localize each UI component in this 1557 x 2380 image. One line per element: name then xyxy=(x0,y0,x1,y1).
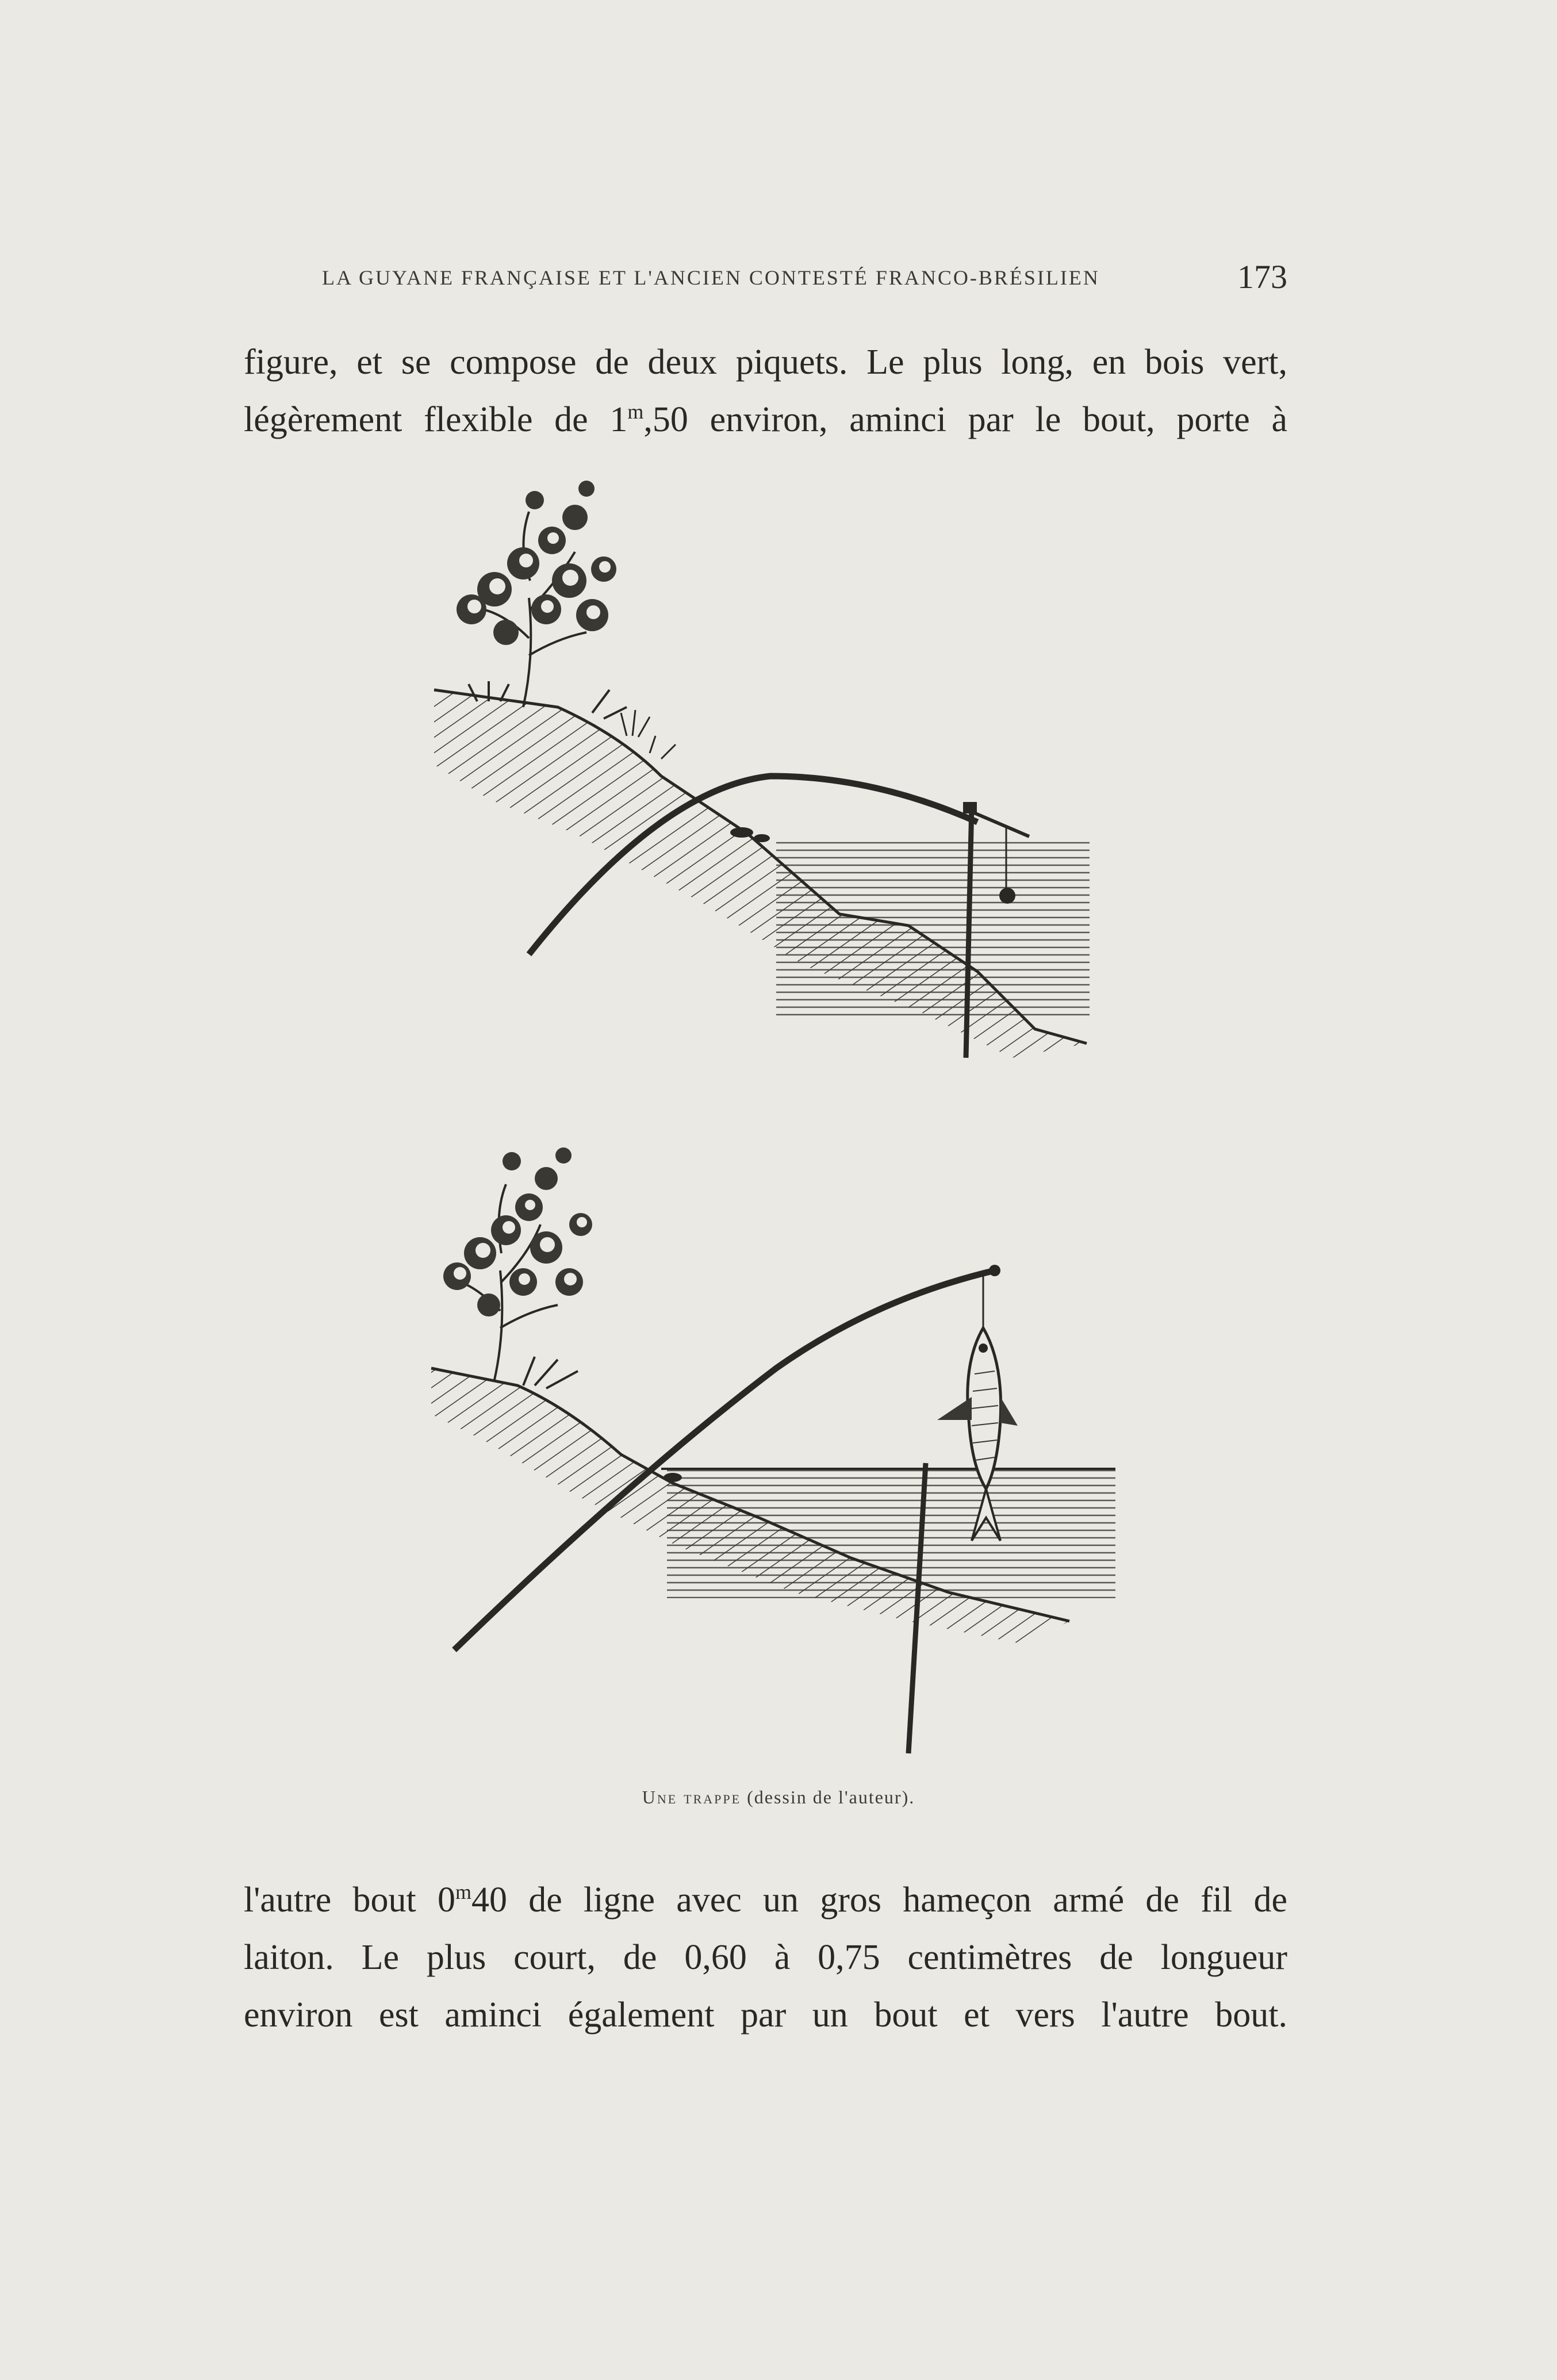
text-line: légèrement flexible de 1$^m$,50 environ, aminci par le bout, porte à xyxy=(244,400,1287,439)
superscript-unit: m xyxy=(627,400,644,423)
trap-sprung-scene xyxy=(431,1147,1115,1753)
figure-caption: Une trappe (dessin de l'auteur). xyxy=(642,1787,915,1807)
text-line: laiton. Le plus court, de 0,60 à 0,75 centimètres de longueur xyxy=(244,1938,1287,1977)
text-line: figure, et se compose de deux piquets. Le plus long, en bois vert, xyxy=(244,343,1287,382)
superscript-unit: m xyxy=(455,1880,472,1903)
paragraph-bottom xyxy=(244,1871,1287,2044)
running-head: LA GUYANE FRANÇAISE ET L'ANCIEN CONTESTÉ FRANCO-BRÉSILIEN xyxy=(322,266,1100,289)
paragraph-top xyxy=(244,333,1287,448)
fish-trap-illustration xyxy=(402,466,1150,1771)
trap-set-scene xyxy=(434,481,1090,1058)
page-number: 173 xyxy=(1237,258,1287,295)
text-line: l'autre bout 0$^m$40 de ligne avec un gros hameçon armé de fil de xyxy=(244,1880,1287,1920)
text-line: environ est aminci également par un bout et vers l'autre bout. xyxy=(244,1995,1287,2034)
